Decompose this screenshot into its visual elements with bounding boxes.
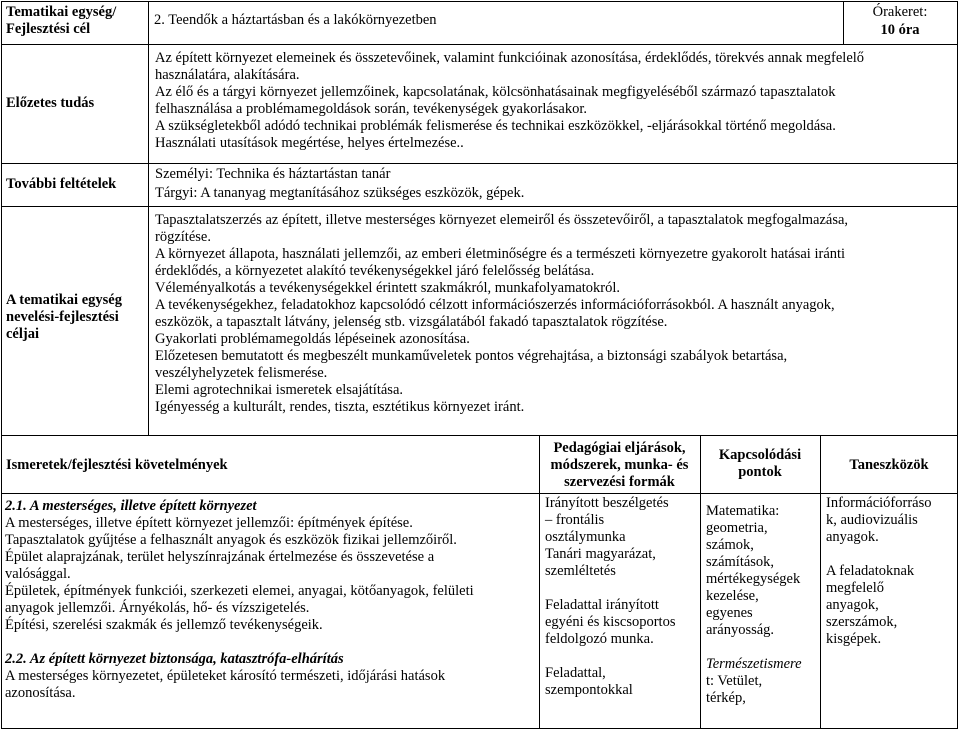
links-line: számítások, [706, 554, 775, 570]
methods-line: – frontális [545, 512, 605, 528]
row-label-further: További feltételek [6, 176, 117, 192]
methods-line: Irányított beszélgetés [545, 495, 669, 511]
links-line: egyenes [706, 605, 753, 621]
links-line: mértékegységek [706, 571, 801, 587]
methods-content [545, 495, 699, 699]
links-line: t: Vetület, [706, 673, 763, 689]
aims-line: eszközök, a tapasztalt látvány, jelenség stb. vizsgálatából fakadó tapasztalatok rögzítése. [155, 314, 668, 330]
row-label-unit: Tematikai egység/ Fejlesztési cél [6, 4, 117, 37]
knowledge-line: Épületek, építmények funkciói, szerkezeti elemei, anyagai, kötőanyagok, felületi [5, 583, 474, 599]
column-header-links: Kapcsolódási pontok [718, 447, 802, 480]
aims-line: Tapasztalatszerzés az épített, illetve mesterséges környezet elemeiről és összetevőiről, a tapasztalatok megfogalmazása, [155, 212, 849, 228]
tools-line: k, audiovizuális [826, 512, 918, 528]
row-label-prereq: Előzetes tudás [6, 95, 95, 111]
aims-line: Véleményalkotás a tevékenységekkel érintett szakmákról, munkafolyamatokról. [155, 280, 621, 296]
hours-label: Órakeret: [872, 4, 928, 20]
spacer [545, 580, 699, 597]
methods-line: Feladattal irányított [545, 597, 659, 613]
tools-line: megfelelő [826, 580, 884, 596]
knowledge-line: anyagok jellemzői. Árnyékolás, hő- és vízszigetelés. [5, 600, 310, 616]
row-label-aims: A tematikai egység nevelési-fejlesztési céljai [6, 292, 122, 342]
methods-line: szempontokkal [545, 682, 633, 698]
section-title: 2.2. Az épített környezet biztonsága, katasztrófa-elhárítás [5, 651, 344, 667]
aims-line: Igényesség a kulturált, rendes, tiszta, esztétikus környezet iránt. [155, 399, 525, 415]
knowledge-column-border [539, 435, 540, 729]
aims-line: Elemi agrotechnikai ismeretek elsajátítása. [155, 382, 404, 398]
methods-column-border [700, 435, 701, 729]
aims-row-border [1, 206, 958, 207]
spacer [545, 648, 699, 665]
links-line: számok, [706, 537, 754, 553]
tools-line: Információforráso [826, 495, 932, 511]
column-header-bottom-border [1, 493, 958, 494]
table-bottom-border [1, 728, 958, 729]
column-header-tools: Taneszközök [849, 457, 929, 473]
prereq-line: A szükségletekből adódó technikai problémák felismerése és technikai eszközökkel, -eljárásokkal történő megoldása. [155, 118, 836, 134]
columns-row-border [1, 435, 958, 436]
links-line: Matematika: [706, 503, 780, 519]
links-line: kezelése, [706, 588, 759, 604]
aims-line: A tevékenységekhez, feladatokhoz kapcsolódó célzott információszerzés információforrásokból. A használt anyagok, [155, 297, 835, 313]
knowledge-line: azonosítása. [5, 685, 76, 701]
prereq-line: Az épített környezet elemeinek és összetevőinek, valamint funkcióinak azonosítása, érdeklődés, törekvés annak megfelelő [155, 50, 865, 66]
links-content [706, 503, 819, 707]
tools-content [826, 495, 956, 648]
links-line: arányosság. [706, 622, 775, 638]
column-header-methods: Pedagógiai eljárások, módszerek, munka- és szervezési formák [550, 440, 689, 490]
tools-line: anyagok, [826, 597, 879, 613]
knowledge-line: A mesterséges környezetet, épületeket károsító természeti, időjárási hatások [5, 668, 446, 684]
methods-line: szemléltetés [545, 563, 616, 579]
aims-line: Gyakorlati problémamegoldás lépéseinek azonosítása. [155, 331, 470, 347]
spacer [826, 546, 956, 563]
links-column-border [820, 435, 821, 729]
aims-line: Előzetesen bemutatott és megbeszélt munkaműveletek pontos végrehajtása, a biztonsági szabályok betartása, [155, 348, 788, 364]
aims-line: rögzítése. [155, 229, 211, 245]
prereq-line: Használati utasítások megértése, helyes értelmezése.. [155, 135, 464, 151]
prereq-text [155, 50, 955, 152]
methods-line: feldolgozó munka. [545, 631, 654, 647]
aims-line: érdeklődés, a környezetet alakító tevékenységekkel járó felelősség belátása. [155, 263, 595, 279]
knowledge-line: Épület alaprajzának, terület helyszínrajzának értelmezése és összevetése a [5, 549, 435, 565]
knowledge-line: Építési, szerelési szakmák és jellemző tevékenységeik. [5, 617, 323, 633]
methods-line: Feladattal, [545, 665, 606, 681]
label-column-border [148, 1, 149, 436]
section-title: 2.1. A mesterséges, illetve épített környezet [5, 498, 257, 514]
knowledge-line: Tapasztalatok gyűjtése a felhasznált anyagok és eszközök fizikai jellemzőiről. [5, 532, 457, 548]
aims-text [155, 212, 955, 416]
tools-line: szerszámok, [826, 614, 898, 630]
tools-line: A feladatoknak [826, 563, 915, 579]
further-personal: Személyi: Technika és háztartástan tanár [155, 166, 391, 182]
table-right-border [957, 1, 958, 729]
prereq-line: felhasználása a problémamegoldások során, tevékenységek gyakorlásakor. [155, 101, 588, 117]
links-line: geometria, [706, 520, 768, 536]
table-left-border [1, 1, 2, 729]
further-material: Tárgyi: A tananyag megtanításához szükséges eszközök, gépek. [155, 185, 525, 201]
hours-value: 10 óra [880, 22, 920, 38]
hours-column-border [843, 1, 844, 45]
knowledge-line: valósággal. [5, 566, 71, 582]
knowledge-line: A mesterséges, illetve épített környezet jellemzői: építmények építése. [5, 515, 413, 531]
prereq-line: használatára, alakítására. [155, 67, 300, 83]
knowledge-content [5, 498, 537, 702]
links-science-label: Természetismere [706, 656, 802, 672]
aims-line: A környezet állapota, használati jellemzői, az emberi életminőségre és a természeti környezetre gyakorolt hatásai iránti [155, 246, 846, 262]
spacer [706, 639, 819, 656]
tools-line: anyagok. [826, 529, 879, 545]
further-row-border [1, 163, 958, 164]
methods-line: egyéni és kiscsoportos [545, 614, 676, 630]
links-line: térkép, [706, 690, 746, 706]
spacer [5, 634, 537, 651]
methods-line: osztálymunka [545, 529, 626, 545]
methods-line: Tanári magyarázat, [545, 546, 656, 562]
unit-title: 2. Teendők a háztartásban és a lakókörnyezetben [154, 12, 437, 28]
aims-line: veszélyhelyzetek felismerése. [155, 365, 328, 381]
header-row-border [1, 44, 958, 45]
table-top-border [1, 1, 958, 2]
column-header-knowledge: Ismeretek/fejlesztési követelmények [6, 457, 228, 473]
prereq-line: Az élő és a tárgyi környezet jellemzőinek, kapcsolatának, kölcsönhatásainak megfigyeléséből származó tapasztalatok [155, 84, 836, 100]
tools-line: kisgépek. [826, 631, 882, 647]
